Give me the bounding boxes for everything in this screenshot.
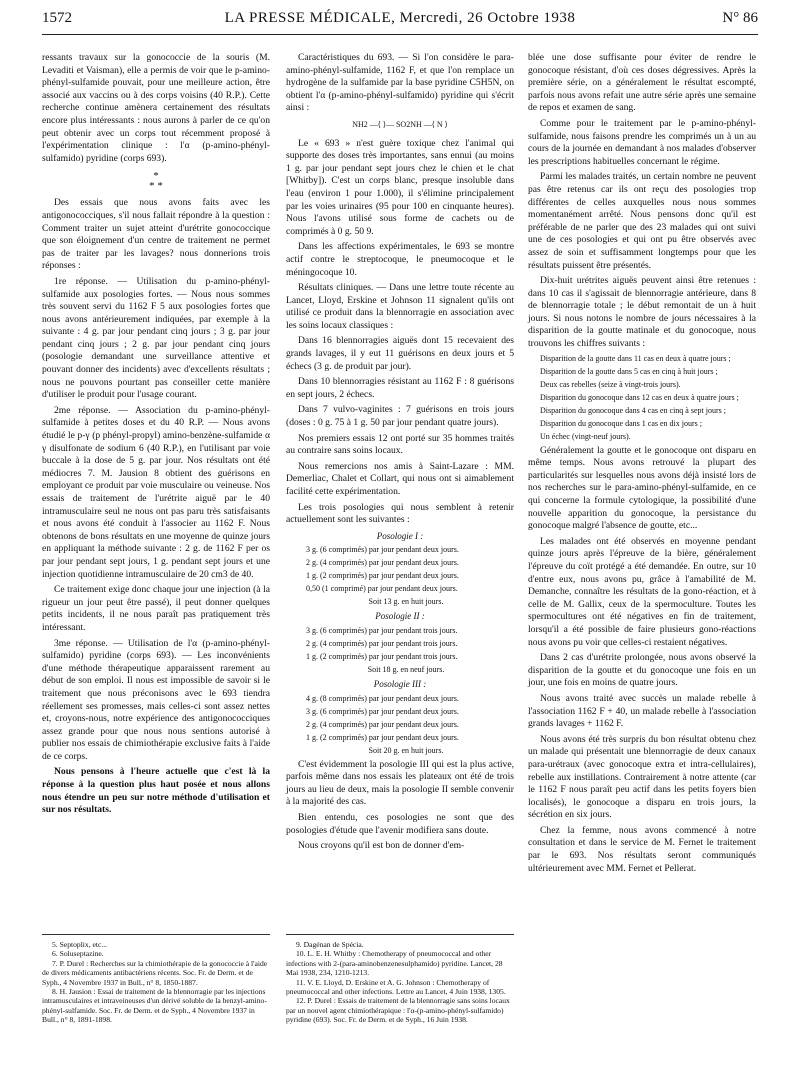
paragraph: Bien entendu, ces posologies ne sont que des posologies d'étude que l'avenir modifiera sans doute. [286,811,514,836]
footnote: 6. Soluseptazine. [52,949,104,959]
paragraph: Chez la femme, nous avons commencé à notre consultation et dans le service de M. Fernet le traitement par le 693. Nos résultats seront communiqués ultérieurement avec MM. Fernet et Pellerat. [528,824,756,874]
paragraph: Les trois posologies qui nous semblent à retenir actuellement sont les suivantes : [286,501,514,526]
posology-block [286,678,514,756]
paragraph: Des essais que nous avons faits avec les antigonococciques, s'il nous fallait répondre à la question : Comment traiter un sujet atteint d'urétrite gonococcique que son éloignement d'un centre de traitement ne permet pas de traiter par les lavages? nous donnerions trois réponses : [42,197,270,272]
paragraph: Nous remercions nos amis à Saint-Lazare : MM. Demerliac, Chalet et Collart, qui nous ont si aimablement facilité cette expérimentation. [286,460,514,497]
paragraph: Généralement la goutte et le gonocoque ont disparu en même temps. Nous avons retrouvé la plupart des particularités sur lesquelles nous avons déjà insisté lors de nos recherches sur le para-amino-phényl-sulfamide, en ce qui concerne la formule cytologique, la possibilité d'une nouvelle apparition du gonocoque, la persistance du gonocoque malgré l'absence de goutte, etc... [528,444,756,532]
paragraph: ressants travaux sur la gonococcie de la souris (M. Levaditi et Vaisman), elle a permis de voir que le p-amino-phényl-sulfamide pouvait, pour une meilleure action, être associé aux vaccins ou à des corps voisins (40 R.P.). Cette recherche continue amènera certainement des résultats encore plus intéressants : nous aurons à parler de ce qu'on peut obtenir avec un corps tout récemment proposé à l'expérimentation clinique : l'α (p-amino-phényl-sulfamido) pyridine (corps 693). [42,52,270,164]
footnote: 5. Septoplix, etc... [52,940,108,949]
paragraph: Dans 7 vulvo-vaginites : 7 guérisons en trois jours (doses : 0 g. 75 à 1 g. 50 par jour pendant quatre jours). [286,404,514,429]
posology-sum: Soit 13 g. en huit jours. [368,597,444,607]
paragraph: blée une dose suffisante pour éviter de rendre le gonocoque résistant, d'où ces doses dégressives. Après la première série, on a généralement le résultat escompté, parfois nous avons refait une autre série après une semaine de repos et examen de sang. [528,52,756,114]
paragraph: Dans les affections expérimentales, le 693 se montre actif contre le streptocoque, le pneumocoque et le méningocoque 10. [286,241,514,278]
paragraph: C'est évidemment la posologie III qui est la plus active, parfois même dans nos essais les plateaux ont été de trois jours au lieu de deux, mais la posologie II semble convenir à la majorité des cas. [286,758,514,808]
posology-line: 2 g. (4 comprimés) par jour pendant deux jours. [306,558,459,568]
posology-line: 3 g. (6 comprimés) par jour pendant deux jours. [306,706,459,716]
paragraph: 1re réponse. — Utilisation du p-amino-phényl-sulfamide aux posologies fortes. — Nous nous sommes très souvent servi du 1162 F 5 aux posologies fortes que nous avons antérieurement indiquées, par exemple à la suivante : 4 g. par jour pendant cinq jours ; 3 g. par jour pendant cinq jours ; 2 g. par jour pendant cinq jours (posologie demandant une surveillance attentive et pouvant donner des incidents) avec d'excellents résultats ; nous ne pouvons pourtant pas conseiller cette manière d'utiliser le produit pour l'usage courant. [42,275,270,401]
posology-line: 3 g. (6 comprimés) par jour pendant deux jours. [306,545,459,555]
paragraph: Dans 2 cas d'urétrite prolongée, nous avons observé la disparition de la goutte et du gonocoque une fois en un jour, une fois en moins de quatre jours. [528,652,756,689]
result-line: Un échec (vingt-neuf jours). [540,431,631,441]
paragraph: 3me réponse. — Utilisation de l'α (p-amino-phényl-sulfamido) pyridine (corps 693). — Les inconvénients d'une méthode thérapeutique apparaissent rarement au début de son emploi. Il nous est impossible de savoir si le traitement que nous préconisons avec le 693 tiendra réellement ses promesses, mais celles-ci sont assez nettes et, croyons-nous, notre expérience des antigonococciques assez grande pour que nous nous sentions autorisé à publier nos essais de chimiothérapie exclusive faits à l'aide de ce corps. [42,637,270,762]
posology-line: 4 g. (8 comprimés) par jour pendant deux jours. [306,693,459,703]
footnotes-2 [286,940,514,1025]
footnote: 8. H. Jausion : Essai de traitement de la blennorragie par les injections intramusculaires et intraveineuses d'un dérivé soluble de la benzyl-amino-phényl-sulfamide. Soc. Fr. de Derm. et de Syph., 4 Novembre 1937 in Bull., n° 8, 1891-1898. [42,987,267,1025]
footnotes-1 [42,940,270,1025]
paragraph: Nos premiers essais 12 ont porté sur 35 hommes traités au contraire sans soins locaux. [286,432,514,457]
journal-title: LA PRESSE MÉDICALE, Mercredi, 26 Octobre 1938 [224,10,576,26]
posology-block [286,610,514,675]
result-line: Disparition de la goutte dans 11 cas en deux à quatre jours ; [540,353,731,363]
column-2 [286,52,514,856]
paragraph: Nous croyons qu'il est bon de donner d'em- [298,840,465,852]
paragraph: Résultats cliniques. — Dans une lettre toute récente au Lancet, Lloyd, Erskine et Johnson 11 signalent qu'ils ont utilisé ce produit dans la blennorragie en association avec les soins locaux classiques : [286,282,514,331]
posology-title: Posologie II : [375,611,425,622]
header-rule [42,34,758,35]
posology-title: Posologie I : [376,530,424,541]
footnote-rule [42,934,270,935]
issue-number: N° 86 [722,10,758,26]
posology-block [286,530,514,608]
footnote: 12. P. Durel : Essais de traitement de la blennorragie sans soins locaux par un nouvel agent chimiothérapique : l'α-(p-amino-phényl-sulfamido) pyridine (693). Soc. Fr. de Derm. et de Syph., 16 Juin 1938. [286,996,510,1025]
results-list [528,354,756,442]
posology-line: 3 g. (6 comprimés) par jour pendant trois jours. [306,625,458,635]
page-header [42,8,758,34]
footnote-rule [286,934,514,935]
paragraph: Dans 16 blennorragies aiguës dont 15 recevaient des grands lavages, il y eut 11 guérisons en deux jours et 5 échecs (3 g. de produit par jour). [286,335,514,372]
posology-line: 2 g. (4 comprimés) par jour pendant trois jours. [306,638,458,648]
paragraph: Parmi les malades traités, un certain nombre ne peuvent pas être retenus car ils ont reçu des posologies trop différentes de celles auxquelles nous nous sommes momentanément arrêté. Nous pensons donc qu'il est préférable de ne parler que des 23 malades qui ont suivi une de ces posologies et qui ont pu être observés avec assez de soin et suffisamment longtemps pour que les résultats puissent être présentés. [528,171,756,271]
paragraph: Nous pensons à l'heure actuelle que c'est là la réponse à la question plus haut posée et nous allons nous étendre un peu sur notre méthode d'utilisation et sur nos résultats. [42,766,270,816]
paragraph: Dix-huit urétrites aiguës peuvent ainsi être retenues : dans 10 cas il s'agissait de blennorragie antérieure, dans 8 de blennorragie totale ; le début remontait de un à huit jours. Si nous notons le nombre de jours nécessaires à la disparition de la goutte matinale et du gonocoque, nous trouvons les chiffres suivants : [528,275,756,350]
paragraph: Comme pour le traitement par le p-amino-phényl-sulfamide, nous faisons prendre les comprimés un à un au cours de la journée en demandant à nos malades d'observer les prescriptions habituelles concernant le régime. [528,117,756,167]
chemical-formula: NH2 —⟨ ⟩— SO2NH —⟨ N ⟩ [352,119,448,129]
column-1 [42,52,270,820]
posology-line: 1 g. (2 comprimés) par jour pendant trois jours. [306,651,458,661]
paragraph: Le « 693 » n'est guère toxique chez l'animal qui supporte des doses très importantes, sans ennui (au moins 1 g. par jour pendant sept jours chez le chien et le chat [Whitby]). C'est un corps blanc, presque insoluble dans l'eau (environ 1 pour 1.000), il s'élimine principalement par les voies urinaires (95 pour 100 en cinquante heures). Nous l'avons utilisé sous forme de cachets ou de comprimés à 0 g. 50 9. [286,137,514,237]
result-line: Disparition du gonocoque dans 1 cas en dix jours ; [540,418,702,428]
paragraph: Dans 10 blennorragies résistant au 1162 F : 8 guérisons en sept jours, 2 échecs. [286,376,514,400]
paragraph: Les malades ont été observés en moyenne pendant quinze jours après l'épreuve de la bière, généralement l'épreuve du coït protégé a été demandée. En outre, sur 10 d'entre eux, nous avons pu, grâce à l'amabilité de M. Demanche, connaître les résultats de la gono-réaction, et à celle de M. Gallix, ceux de la spermoculture. Toutes les spermocultures ont été négatives en fin de traitement, lorsqu'il a été possible de faire plusieurs gono-réactions nous avons pu voir que celles-ci restaient négatives. [528,535,756,648]
posology-line: 2 g. (4 comprimés) par jour pendant deux jours. [306,719,459,729]
result-line: Disparition du gonocoque dans 4 cas en cinq à sept jours ; [540,405,726,415]
paragraph: Nous avons traité avec succès un malade rebelle à l'association 1162 F + 40, un malade rebelle à l'association grands lavages + 1162 F. [528,692,756,730]
footnote: 11. V. E. Lloyd, D. Erskine et A. G. Johnson : Chemotherapy of pneumococcal and other infections. Lettre au Lancet, 4 Juin 1938, 1305. [286,977,506,997]
posology-line: 1 g. (2 comprimés) par jour pendant deux jours. [306,732,459,742]
result-line: Deux cas rebelles (seize à vingt-trois jours). [540,379,681,389]
result-line: Disparition du gonocoque dans 12 cas en deux à quatre jours ; [540,392,739,402]
result-line: Disparition de la goutte dans 5 cas en cinq à huit jours ; [540,366,718,376]
posology-sum: Soit 18 g. en neuf jours. [367,664,445,674]
footnote: 10. L. E. H. Whitby : Chemotherapy of pneumococcal and other infections with 2-(para-aminobenzenesulphamido) pyridine. Lancet, 28 Mai 1938, 234, 1210-1213. [286,949,503,978]
footnote: 7. P. Durel : Recherches sur la chimiothérapie de la gonococcie à l'aide de divers médicaments antibactériens récents. Soc. Fr. de Derm. et de Syph., 4 Novembre 1937 in Bull., n° 8, 1850-1887. [42,958,268,987]
posology-title: Posologie III : [373,678,427,689]
posology-sum: Soit 20 g. en huit jours. [368,745,444,755]
paragraph: 2me réponse. — Association du p-amino-phényl-sulfamide à petites doses et du 40 R.P. — Nous avons étudié le p-γ (p phényl-propyl) amino-benzène-sulfamide α γ disulfonate de sodium 6 (40 R.P.), en l'utilisant par voie buccale à la dose de 5 g. par jour. Nos résultats ont été médiocres 7. M. Jausion 8 obtient des guérisons en employant ce produit par voie musculaire ou veineuse. Nos essais de traitement de l'urétrite aiguë par le 40 intramusculaire seul ne nous ont pas paru très satisfaisants et nous avons été conduit à l'associer au 1162 F. Nous obtenons de bons résultats en une moyenne de quinze jours en appliquant la méthode suivante : 2 g. de 1162 F per os par jour pendant sept jours, 1 g. pendant sept jours et une injection quotidienne intramusculaire de 20 cm3 de 40. [42,404,270,580]
posology-line: 1 g. (2 comprimés) par jour pendant deux jours. [306,571,459,581]
paragraph: Caractéristiques du 693. — Si l'on considère le para-amino-phényl-sulfamide, 1162 F, et que l'on remplace un hydrogène de la sulfamide par la base pyridine C5H5N, on obtient l'α (p-amino-phényl-sulfamido) pyridine qui s'écrit ainsi : [286,52,514,114]
footnote: 9. Dagénan de Spécia. [296,940,364,949]
paragraph: Nous avons été très surpris du bon résultat obtenu chez un malade qui présentait une blennorragie de deux canaux para-urétraux (avec gonocoque extra et intra-cellulaires), rebelle aux instillations. Contrairement à notre attente (car le 1162 F nous paraît peu actif dans les petits foyers bien localisés), le gonocoque a disparu en trois jours, la sécrétion en six jours. [528,733,756,821]
posology-line: 0,50 (1 comprimé) par jour pendant deux jours. [306,584,458,594]
column-3 [528,52,756,878]
page-number: 1572 [42,10,72,26]
paragraph: Ce traitement exige donc chaque jour une injection (à la rigueur un jour peut être passé), il peut donner quelques petits incidents, il ne nous paraît pas pratiquement très intéressant. [42,584,270,633]
section-separator: * * * [149,170,163,193]
